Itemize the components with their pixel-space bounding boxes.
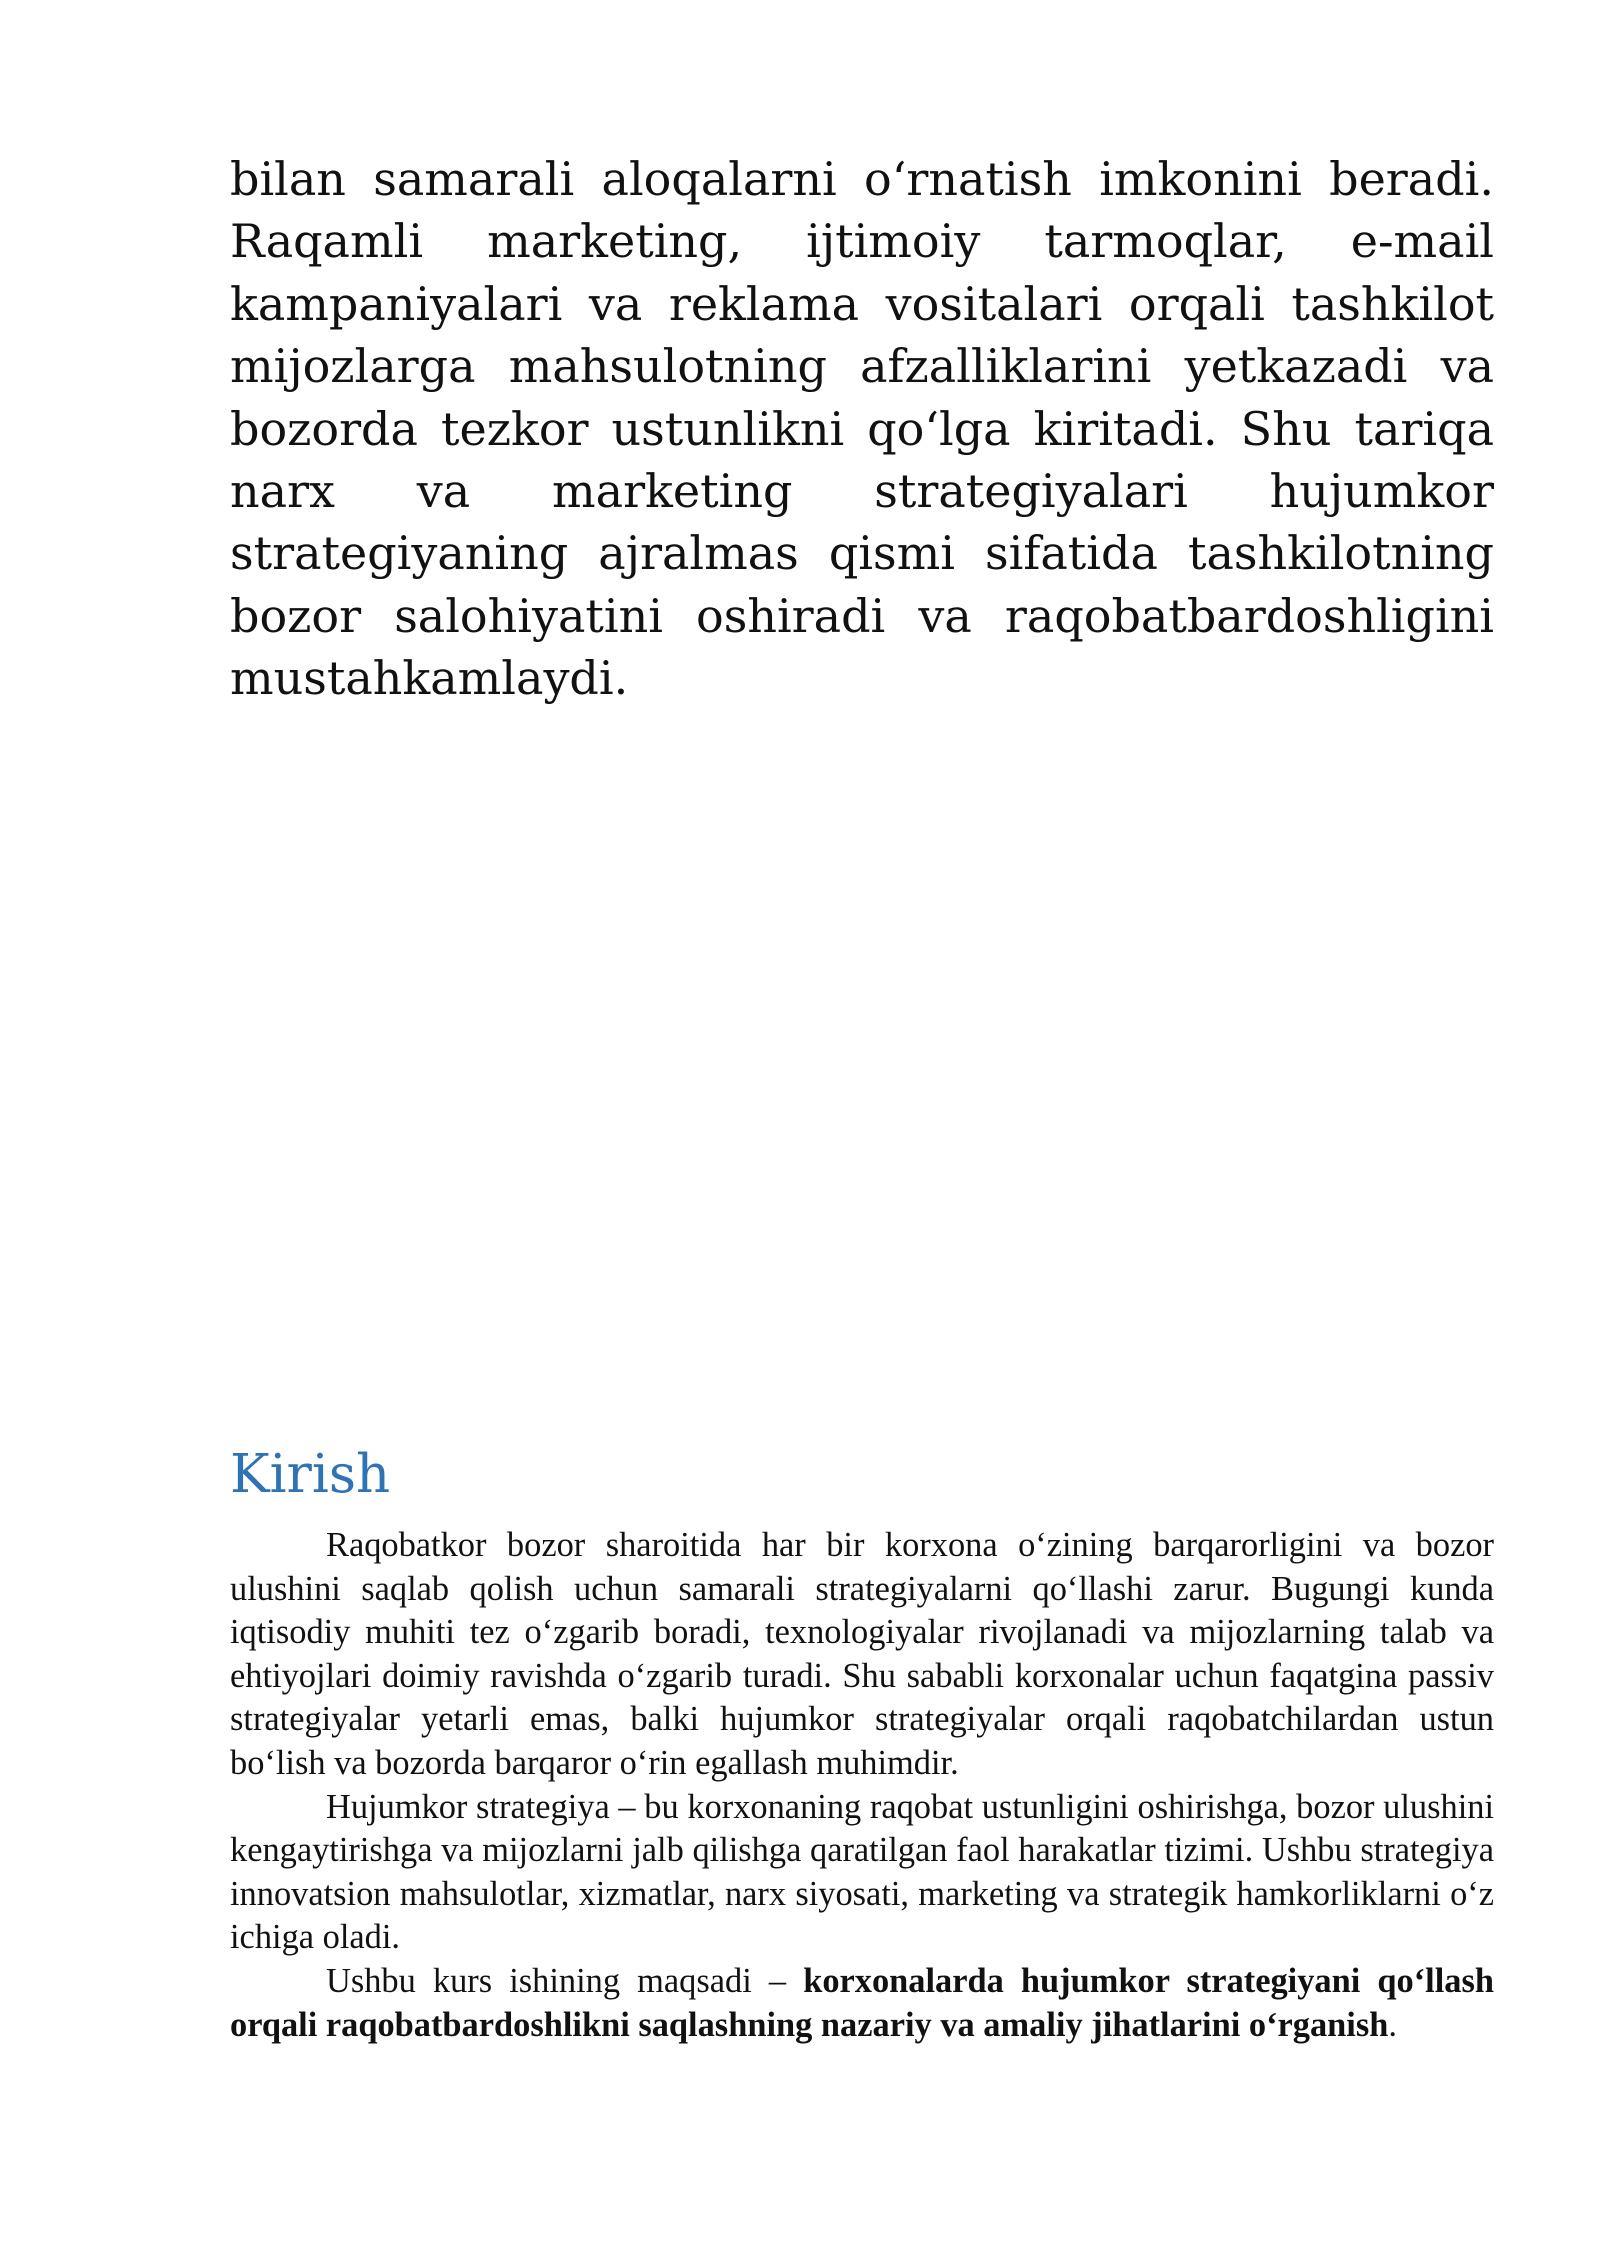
section-heading: Kirish bbox=[230, 1444, 391, 1505]
purpose-bold: korxonalarda hujumkor strategiyani qo‘llash orqali raqobatbardoshlikni saqlashning nazariy va amaliy jihatlarini o‘rganish bbox=[230, 1961, 1494, 2044]
continuation-paragraph: bilan samarali aloqalarni o‘rnatish imkonini beradi. Raqamli marketing, ijtimoiy tarmoqlar, e-mail kampaniyalari va reklama vositalari orqali tashkilot mijozlarga mahsulotning afzalliklarini yetkazadi va bozorda tezkor ustunlikni qo‘lga kiritadi. Shu tariqa narx va marketing strategiyalari hujumkor strategiyaning ajralmas qismi sifatida tashkilotning bozor salohiyatini oshiradi va raqobatbardoshligini mustahkamlaydi. bbox=[230, 152, 1494, 706]
purpose-end: . bbox=[1388, 2005, 1397, 2044]
purpose-lead: Ushbu kurs ishining maqsadi – bbox=[326, 1961, 804, 2000]
intro-paragraph: Raqobatkor bozor sharoitida har bir korxona o‘zining barqarorligini va bozor ulushini saqlab qolish uchun samarali strategiyalarni qo‘llashi zarur. Bugungi kunda iqtisodiy muhiti tez o‘zgarib boradi, texnologiyalar rivojlanadi va mijozlarning talab va ehtiyojlari doimiy ravishda o‘zgarib turadi. Shu sababli korxonalar uchun faqatgina passiv strategiyalar yetarli emas, balki hujumkor strategiyalar orqali raqobatchilardan ustun bo‘lish va bozorda barqaror o‘rin egallash muhimdir. bbox=[230, 1526, 1494, 1782]
purpose-paragraph bbox=[230, 1960, 1494, 2047]
section-body bbox=[230, 1524, 1494, 2047]
definition-paragraph: Hujumkor strategiya – bu korxonaning raqobat ustunligini oshirishga, bozor ulushini kengaytirishga va mijozlarni jalb qilishga qaratilgan faol harakatlar tizimi. Ushbu strategiya innovatsion mahsulotlar, xizmatlar, narx siyosati, marketing va strategik hamkorliklarni o‘z ichiga oladi. bbox=[230, 1787, 1494, 1957]
